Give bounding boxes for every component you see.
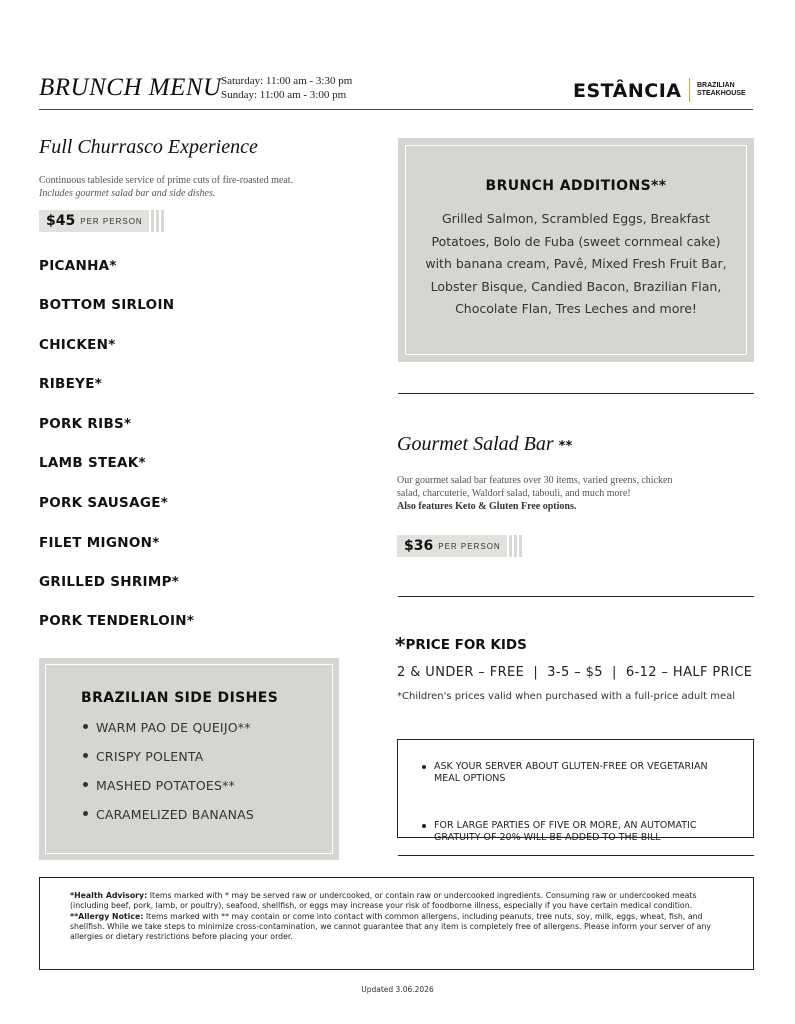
salad-price [397,535,507,557]
salad-desc-bold: Also features Keto & Gluten Free options. [397,501,577,512]
churrasco-price [39,210,149,232]
brand-sub-line: BRAZILIAN [697,82,735,89]
logo-divider [689,78,690,102]
brand-subtitle [697,82,746,98]
bullet-icon [83,811,88,816]
meat-item: PORK TENDERLOIN* [39,613,195,629]
brunch-additions-list [398,208,754,321]
service-note: FOR LARGE PARTIES OF FIVE OR MORE, AN AUTOMATIC GRATUITY OF 20% WILL BE ADDED TO THE BILL [422,820,732,844]
allergen-mark: ** [558,439,573,454]
brand-logo: ESTÂNCIA [573,80,682,102]
meat-item: BOTTOM SIRLOIN [39,297,175,313]
meat-item: PORK SAUSAGE* [39,495,169,511]
brand-sub-line: STEAKHOUSE [697,90,746,97]
bullet-icon [83,753,88,758]
health-advisory-text: Items marked with * may be served raw or undercooked, or contain raw or undercooked ingredients. Consuming raw or undercooked meats (including beef, pork, lamb, or poultry), seafood, shellfish, or eggs may increase your risk of foodborne illness, especially if you have certain medical condition. [70,891,697,911]
kids-price-title [395,630,527,657]
meat-item: FILET MIGNON* [39,535,160,551]
side-dish-item [83,749,204,764]
asterisk-mark: * [395,633,406,657]
brunch-hours [221,74,352,102]
meat-item: PORK RIBS* [39,416,132,432]
meat-item: LAMB STEAK* [39,455,146,471]
side-dish-label: CARAMELIZED BANANAS [96,807,255,822]
header-divider [39,109,753,110]
side-dishes-box [39,658,339,860]
advisory-box [39,877,754,970]
side-dish-label: CRISPY POLENTA [96,749,204,764]
brunch-additions-line: Potatoes, Bolo de Fuba (sweet cornmeal cake) [431,233,721,249]
brunch-additions-title: BRUNCH ADDITIONS** [485,178,667,194]
health-advisory [70,891,723,912]
hours-sunday: Sunday: 11:00 am - 3:00 pm [221,89,347,101]
service-note: ASK YOUR SERVER ABOUT GLUTEN-FREE OR VEGETARIAN MEAL OPTIONS [422,761,732,785]
allergy-notice-label: **Allergy Notice: [70,911,144,921]
meat-item: GRILLED SHRIMP* [39,574,180,590]
churrasco-title: Full Churrasco Experience [39,136,258,158]
churrasco-price-unit: PER PERSON [80,216,143,226]
allergy-notice-text: Items marked with ** may contain or come into contact with common allergens, including peanuts, tree nuts, soy, milk, eggs, wheat, fish, and shellfish. While we take steps to minimize cross-contamination, we cannot guarantee that any item is completely free of allergens. Please inform your server of any allergies or dietary restrictions before placing your order. [70,911,712,942]
salad-price-unit: PER PERSON [438,541,501,551]
price-stripes [151,210,164,232]
side-dish-label: MASHED POTATOES** [96,778,235,793]
salad-price-amount: $36 [404,538,434,554]
bullet-icon [83,782,88,787]
section-divider [398,596,754,597]
bullet-icon [83,724,88,729]
side-dish-item [83,720,251,735]
hours-saturday: Saturday: 11:00 am - 3:30 pm [221,75,353,87]
meat-item: CHICKEN* [39,337,116,353]
salad-bar-title [397,433,572,456]
side-dish-item [83,807,254,822]
kids-pricing: 2 & UNDER – FREE | 3-5 – $5 | 6-12 – HALF PRICE [397,665,753,680]
brunch-additions-line: with banana cream, Pavê, Mixed Fresh Fruit Bar, [425,256,727,271]
churrasco-description [39,174,369,200]
churrasco-desc-line: Continuous tableside service of prime cuts of fire-roasted meat. [39,175,294,186]
menu-title: BRUNCH MENU [39,74,222,101]
kids-note: *Children's prices valid when purchased with a full-price adult meal [397,691,736,702]
kids-title-text: PRICE FOR KIDS [405,637,527,653]
side-dish-label: WARM PAO DE QUEIJO** [96,720,251,735]
salad-price-tag [397,535,527,557]
brunch-additions-line: Chocolate Flan, Tres Leches and more! [455,301,697,316]
allergy-notice [70,912,723,943]
salad-bar-description [397,474,753,513]
brunch-additions-line: Lobster Bisque, Candied Bacon, Brazilian Flan, [430,278,722,294]
brunch-additions-line: Grilled Salmon, Scrambled Eggs, Breakfast [441,211,711,226]
health-advisory-label: *Health Advisory: [70,891,148,900]
section-divider [398,855,754,856]
section-divider [398,393,754,394]
side-dishes-title: BRAZILIAN SIDE DISHES [81,690,279,706]
service-notes-box [397,739,754,843]
churrasco-desc-italic: Includes gourmet salad bar and side dishes. [39,188,216,199]
price-stripes [509,535,522,557]
salad-desc-line: salad, charcuterie, Waldorf salad, tabouli, and much more! [397,488,631,499]
churrasco-price-tag [39,210,169,232]
side-dish-item [83,778,235,793]
updated-date: Updated 3.06.2026 [361,985,434,994]
brunch-additions-box [398,138,754,362]
meat-item: RIBEYE* [39,376,103,392]
churrasco-price-amount: $45 [46,213,76,229]
salad-bar-title-text: Gourmet Salad Bar [397,433,554,455]
meat-item: PICANHA* [39,258,117,274]
salad-desc-line: Our gourmet salad bar features over 30 items, varied greens, chicken [397,475,673,486]
